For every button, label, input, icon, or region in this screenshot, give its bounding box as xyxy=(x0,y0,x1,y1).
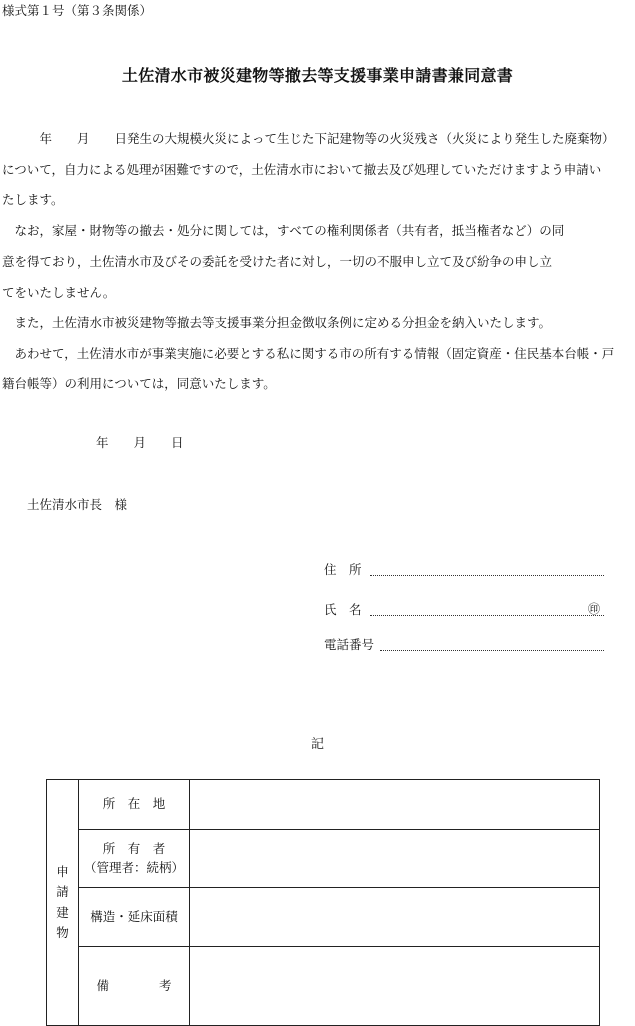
owner-label xyxy=(79,830,190,888)
name-label: 氏 名 xyxy=(324,602,362,617)
paragraph-3-line-1: また，土佐清水市被災建物等撤去等支援事業分担金徴収条例に定める分担金を納入いたします。 xyxy=(2,315,552,330)
building-table xyxy=(46,779,600,1026)
side-label-char: 物 xyxy=(56,925,69,940)
side-label-char: 請 xyxy=(56,884,69,899)
paragraph-1-line-2: について，自力による処理が困難ですので，土佐清水市において撤去及び処理していただけますよう申請い xyxy=(2,162,602,177)
table-row xyxy=(47,888,600,947)
structure-area-label xyxy=(79,888,190,947)
location-value-cell[interactable] xyxy=(190,780,600,830)
structure-area-label-text: 構造・延床面積 xyxy=(90,908,178,924)
paragraph-2-line-3: てをいたしません。 xyxy=(2,285,116,300)
address-label: 住 所 xyxy=(324,562,362,577)
seal-mark: ㊞ xyxy=(588,602,601,616)
address-field[interactable] xyxy=(370,575,604,576)
table-row xyxy=(47,780,600,830)
side-label-char: 申 xyxy=(56,863,69,879)
side-label xyxy=(47,780,79,1026)
table-row xyxy=(47,830,600,888)
structure-area-value-cell[interactable] xyxy=(190,888,600,947)
remarks-label-text: 備 考 xyxy=(96,977,172,993)
note-heading: 記 xyxy=(310,737,324,752)
phone-label: 電話番号 xyxy=(324,637,375,652)
document-title: 土佐清水市被災建物等撤去等支援事業申請書兼同意書 xyxy=(121,66,514,85)
date-line: 年 月 日 xyxy=(96,435,184,450)
location-label xyxy=(79,780,190,830)
paragraph-2-line-1: なお，家屋・財物等の撤去・処分に関しては，すべての権利関係者（共有者，抵当権者など）の同 xyxy=(2,223,565,238)
remarks-value-cell[interactable] xyxy=(190,947,600,1026)
remarks-label xyxy=(79,947,190,1026)
form-number: 様式第１号（第３条関係） xyxy=(2,3,153,18)
owner-value-cell[interactable] xyxy=(190,830,600,888)
owner-label-text: 所 有 者 xyxy=(102,841,166,857)
paragraph-4-line-2: 籍台帳等）の利用については，同意いたします。 xyxy=(2,376,276,391)
paragraph-2-line-2: 意を得ており，土佐清水市及びその委託を受けた者に対し，一切の不服申し立て及び紛争の申し立 xyxy=(2,254,553,269)
name-field[interactable] xyxy=(370,615,604,616)
paragraph-1-line-1: 年 月 日発生の大規模火災によって生じた下記建物等の火災残さ（火災により発生した廃棄物） xyxy=(2,131,615,146)
owner-label-sub: （管理者：続柄） xyxy=(83,859,184,875)
paragraph-1-line-3: たします。 xyxy=(2,192,64,207)
phone-field[interactable] xyxy=(380,650,604,651)
paragraph-4-line-1: あわせて，土佐清水市が事業実施に必要とする私に関する市の所有する情報（固定資産・住民基本台帳・戸 xyxy=(2,346,615,361)
side-label-char: 建 xyxy=(56,904,69,920)
table-row xyxy=(47,947,600,1026)
location-label-text: 所 在 地 xyxy=(102,796,166,812)
addressee: 土佐清水市長 様 xyxy=(27,497,128,512)
